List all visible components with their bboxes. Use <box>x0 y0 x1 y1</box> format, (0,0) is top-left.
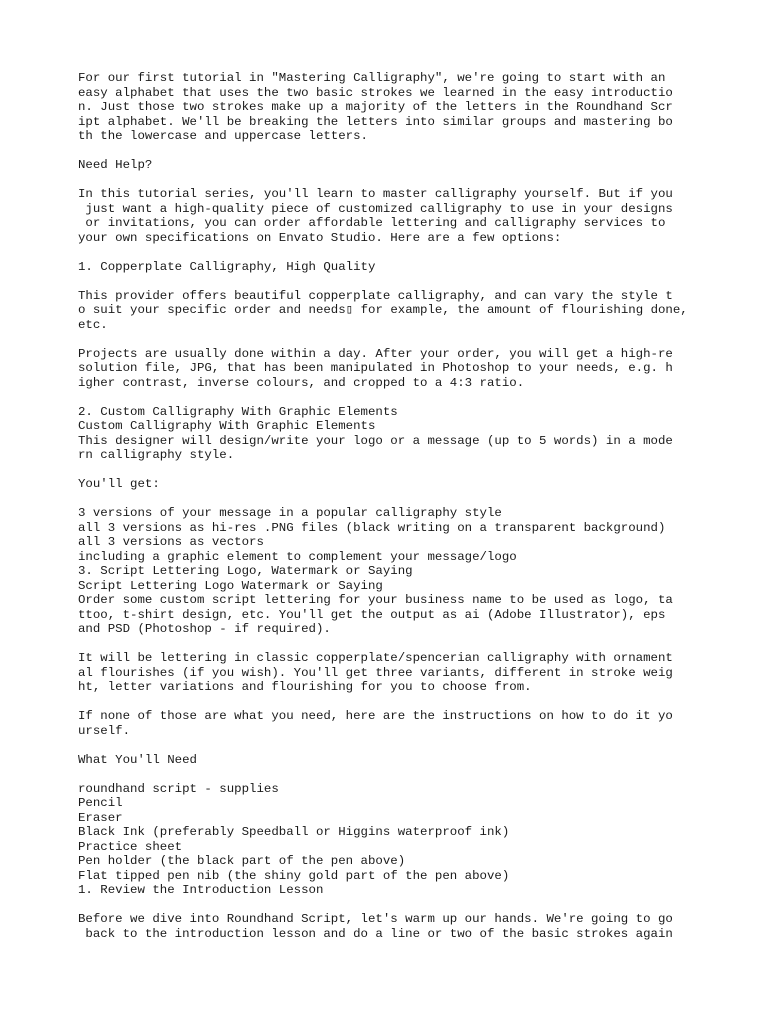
paragraph-projects <box>78 347 708 391</box>
text-line: back to the introduction lesson and do a line or two of the basic strokes again <box>78 926 673 941</box>
paragraph-none <box>78 709 708 738</box>
paragraph-provider <box>78 289 708 333</box>
paragraph-need-help <box>78 158 708 173</box>
text-line: Order some custom script lettering for your business name to be used as logo, ta <box>78 593 673 607</box>
text-line: 3 versions of your message in a popular calligraphy style <box>78 506 502 520</box>
paragraph-intro <box>78 71 708 144</box>
paragraph-youll-get <box>78 477 708 492</box>
text-line: Before we dive into Roundhand Script, let's warm up our hands. We're going to go <box>78 912 673 926</box>
text-line: 1. Review the Introduction Lesson <box>78 883 324 897</box>
text-line: Projects are usually done within a day. After your order, you will get a high-re <box>78 346 673 361</box>
text-line: n. Just those two strokes make up a majority of the letters in the Roundhand Scr <box>78 100 673 114</box>
text-line: just want a high-quality piece of customized calligraphy to use in your designs <box>78 201 673 216</box>
text-line: Pencil <box>78 796 123 810</box>
text-line: 3. Script Lettering Logo, Watermark or Saying <box>78 564 413 578</box>
paragraph-series <box>78 187 708 245</box>
text-line: It will be lettering in classic copperplate/spencerian calligraphy with ornament <box>78 651 673 665</box>
text-line: etc. <box>78 317 108 332</box>
paragraph-what-need <box>78 753 708 768</box>
paragraph-warmup <box>78 912 708 941</box>
text-line: Flat tipped pen nib (the shiny gold part of the pen above) <box>78 868 510 883</box>
text-line: 2. Custom Calligraphy With Graphic Elements <box>78 404 398 419</box>
text-line: al flourishes (if you wish). You'll get three variants, different in stroke weig <box>78 665 673 680</box>
text-line: For our first tutorial in "Mastering Calligraphy", we're going to start with an <box>78 71 666 85</box>
text-line: What You'll Need <box>78 752 197 767</box>
text-line: solution file, JPG, that has been manipulated in Photoshop to your needs, e.g. h <box>78 361 673 375</box>
text-line: Black Ink (preferably Speedball or Higgins waterproof ink) <box>78 825 510 839</box>
text-line: Pen holder (the black part of the pen above) <box>78 854 406 868</box>
text-line: ipt alphabet. We'll be breaking the letters into similar groups and mastering bo <box>78 114 673 129</box>
paragraph-option-2 <box>78 405 708 463</box>
paragraph-deliverables <box>78 506 708 637</box>
text-line: If none of those are what you need, here are the instructions on how to do it yo <box>78 709 673 723</box>
text-line: You'll get: <box>78 477 160 491</box>
text-line: Practice sheet <box>78 839 183 854</box>
text-line: Eraser <box>78 810 123 825</box>
text-line: th the lowercase and uppercase letters. <box>78 129 368 143</box>
text-line: In this tutorial series, you'll learn to master calligraphy yourself. But if you <box>78 187 673 201</box>
text-line: urself. <box>78 723 131 738</box>
text-line: This provider offers beautiful copperplate calligraphy, and can vary the style t <box>78 288 673 303</box>
text-line: Need Help? <box>78 158 153 172</box>
text-line: easy alphabet that uses the two basic strokes we learned in the easy introductio <box>78 85 673 100</box>
text-line: Script Lettering Logo Watermark or Saying <box>78 578 383 593</box>
text-line: ht, letter variations and flourishing for you to choose from. <box>78 680 532 694</box>
text-line: rn calligraphy style. <box>78 448 235 462</box>
document-page <box>78 71 708 956</box>
text-line: or invitations, you can order affordable lettering and calligraphy services to <box>78 216 666 230</box>
text-line: ttoo, t-shirt design, etc. You'll get the output as ai (Adobe Illustrator), eps <box>78 607 666 622</box>
text-line: 1. Copperplate Calligraphy, High Quality <box>78 259 376 274</box>
paragraph-supplies <box>78 782 708 898</box>
text-line: o suit your specific order and needs▯ for example, the amount of flourishing done, <box>78 303 688 317</box>
text-line: and PSD (Photoshop - if required). <box>78 622 331 636</box>
paragraph-option-1 <box>78 260 708 275</box>
text-line: Custom Calligraphy With Graphic Elements <box>78 419 376 433</box>
text-line: all 3 versions as vectors <box>78 535 264 549</box>
text-line: igher contrast, inverse colours, and cropped to a 4:3 ratio. <box>78 375 525 390</box>
paragraph-lettering <box>78 651 708 695</box>
text-line: roundhand script - supplies <box>78 781 279 796</box>
text-line: This designer will design/write your logo or a message (up to 5 words) in a mode <box>78 433 673 448</box>
text-line: including a graphic element to complement your message/logo <box>78 549 517 564</box>
text-line: your own specifications on Envato Studio. Here are a few options: <box>78 230 562 245</box>
text-line: all 3 versions as hi-res .PNG files (black writing on a transparent background) <box>78 520 666 535</box>
